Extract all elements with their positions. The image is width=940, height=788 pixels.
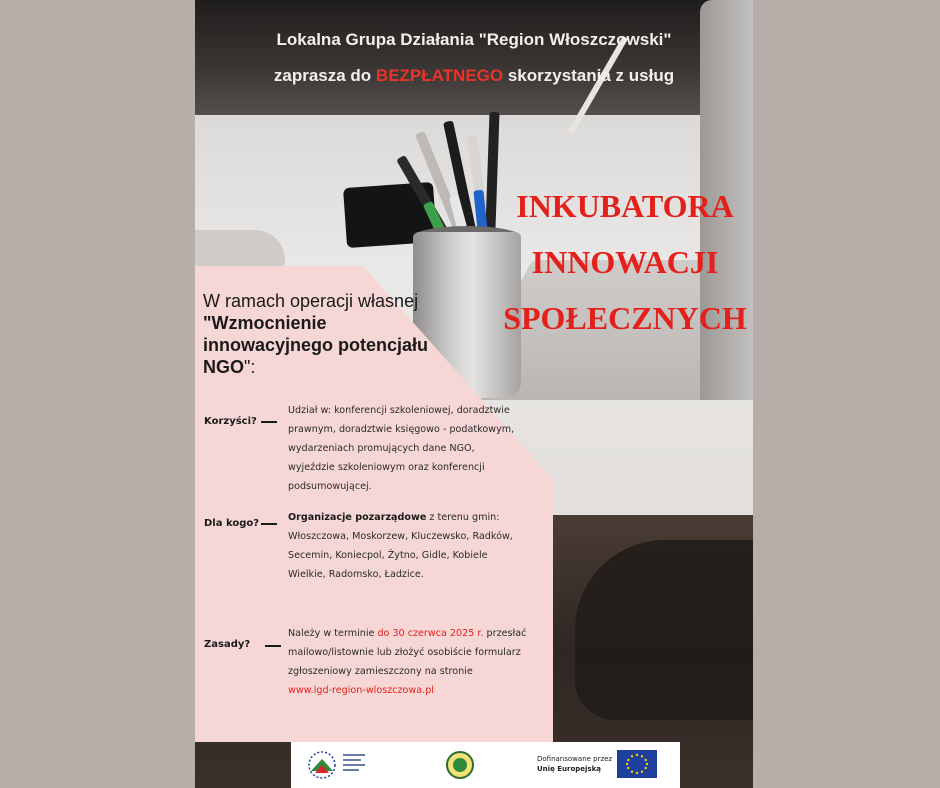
photo-background-top — [195, 0, 753, 125]
funding-line-2: Unię Europejską — [537, 765, 601, 773]
rules-deadline: do 30 czerwca 2025 r. — [377, 628, 484, 639]
audience-text — [288, 508, 528, 584]
rules-post: przesłać mailowo/listownie lub złożyć osobiście formularz zgłoszeniowy zamieszczony na stronie — [288, 628, 527, 677]
logos-strip — [291, 742, 680, 788]
title-line-2: INNOWACJI — [531, 244, 719, 280]
main-title — [495, 178, 753, 346]
header-highlight: BEZPŁATNEGO — [375, 66, 504, 85]
header-line-1: Lokalna Grupa Działania "Region Włoszczowski" — [276, 30, 672, 49]
benefits-dash — [261, 421, 277, 423]
funding-line-1: Dofinansowane przez — [537, 755, 613, 763]
lgd-emblem-logo — [445, 750, 475, 784]
website-link[interactable]: www.lgd-region-wloszczowa.pl — [288, 685, 434, 696]
audience-rest: z terenu gmin: Włoszczowa, Moskorzew, Kluczewsko, Radków, Secemin, Koniecpol, Żytno, Gidle, Kobiele Wielkie, Radomsko, Ładzice. — [288, 512, 513, 580]
benefits-text: Udział w: konferencji szkoleniowej, doradztwie prawnym, doradztwie księgowo - podatkowym, wydarzeniach promujących dane NGO, wyjeździe szkoleniowym oraz konferencji podsumowującej. — [288, 405, 515, 492]
header-line-2-pre: zaprasza do — [273, 66, 376, 85]
intro-post: ": — [244, 357, 256, 377]
rural-development-logo — [305, 749, 339, 785]
intro-bold: "Wzmocnienie innowacyjnego potencjału NGO — [203, 313, 429, 377]
intro-pre: W ramach operacji własnej — [203, 291, 419, 311]
header-line-2 — [195, 66, 753, 86]
benefits-label: Korzyści? — [204, 416, 257, 427]
eu-flag-icon — [617, 750, 657, 778]
intro-text — [203, 290, 453, 378]
title-line-3: SPOŁECZNYCH — [503, 300, 747, 336]
header-line-2-post: skorzystania z usług — [503, 66, 675, 85]
rules-label: Zasady? — [204, 639, 251, 650]
rules-text — [288, 624, 538, 700]
rules-pre: Należy w terminie — [288, 628, 378, 639]
audience-label: Dla kogo? — [204, 518, 260, 529]
audience-dash — [261, 523, 277, 525]
audience-bold: Organizacje pozarządowe — [288, 512, 427, 523]
poster — [195, 0, 753, 788]
program-logo-caption — [343, 754, 369, 778]
rules-dash — [265, 645, 281, 647]
chair-shape — [575, 540, 753, 720]
title-line-1: INKUBATORA — [516, 188, 734, 224]
funding-caption — [537, 754, 615, 774]
